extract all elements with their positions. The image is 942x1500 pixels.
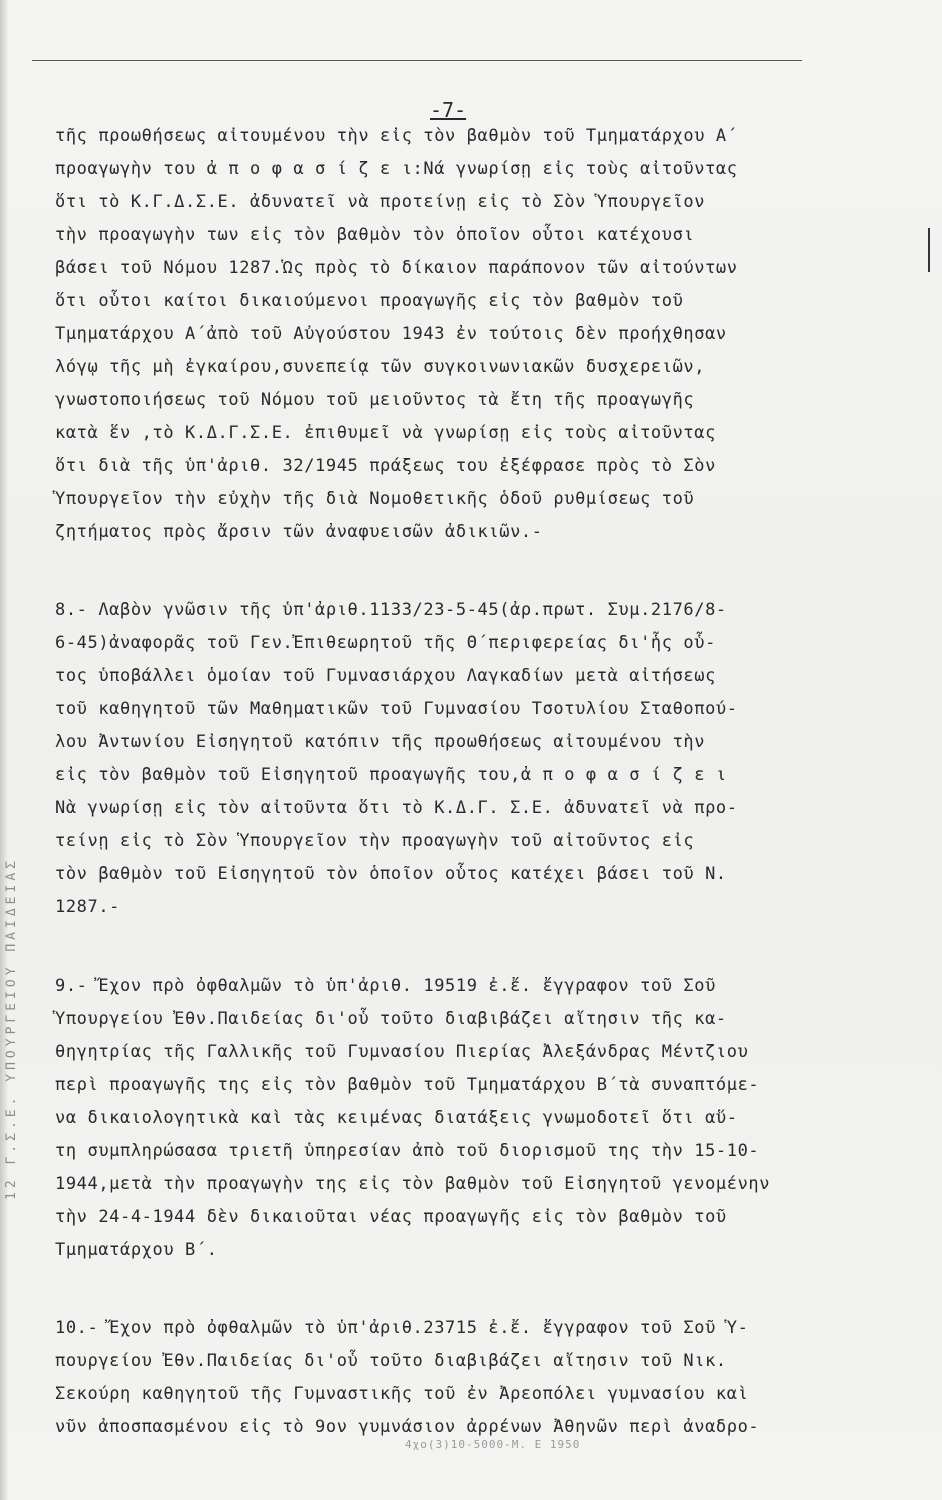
text-line: ζητήματος πρὸς ἄρσιν τῶν ἀναφυεισῶν ἀδικιῶν.- — [55, 522, 543, 542]
paragraph-7-continued — [55, 120, 915, 549]
paragraph-8 — [55, 594, 915, 924]
text-line: Τμηματάρχου Α΄ἀπὸ τοῦ Αὐγούστου 1943 ἐν τούτοις δὲν προήχθησαν — [55, 324, 727, 344]
text-line: Σεκούρη καθηγητοῦ τῆς Γυμναστικῆς τοῦ ἐν Ἀρεοπόλει γυμνασίου καὶ — [55, 1384, 749, 1404]
text-line: 9.- Ἔχον πρὸ ὀφθαλμῶν τὸ ὑπ'ἀριθ. 19519 ἐ.ἔ. ἔγγραφον τοῦ Σοῦ — [55, 976, 716, 996]
text-line: γνωστοποιήσεως τοῦ Νόμου τοῦ μειοῦντος τὰ ἔτη τῆς προαγωγῆς — [55, 390, 695, 410]
text-line: Ὑπουργείου Ἐθν.Παιδείας δι'οὗ τοῦτο διαβιβάζει αἴτησιν τῆς κα- — [55, 1009, 727, 1029]
text-line: Ὑπουργεῖον τὴν εὐχὴν τῆς διὰ Νομοθετικῆς ὁδοῦ ρυθμίσεως τοῦ — [55, 489, 695, 509]
text-line: Νὰ γνωρίσῃ εἰς τὸν αἰτοῦντα ὅτι τὸ Κ.Δ.Γ. Σ.Ε. ἀδυνατεῖ νὰ προ- — [55, 798, 738, 818]
text-line: τείνῃ εἰς τὸ Σὸν Ὑπουργεῖον τὴν προαγωγὴν τοῦ αἰτοῦντος εἰς — [55, 831, 695, 851]
page-number: -7- — [430, 98, 467, 122]
text-line: 1944,μετὰ τὴν προαγωγὴν της εἰς τὸν βαθμὸν τοῦ Εἰσηγητοῦ γενομένην — [55, 1174, 771, 1194]
text-line: νῦν ἀποσπασμένου εἰς τὸ 9ον γυμνάσιον ἀρρένων Ἀθηνῶν περὶ ἀναδρο- — [55, 1417, 760, 1437]
text-line: τη συμπληρώσασα τριετῆ ὑπηρεσίαν ἀπὸ τοῦ διορισμοῦ της τὴν 15-10- — [55, 1141, 760, 1161]
text-line: τὴν προαγωγὴν των εἰς τὸν βαθμὸν τὸν ὁποῖον οὗτοι κατέχουσι — [55, 225, 695, 245]
margin-mark — [928, 228, 930, 272]
text-line: πουργείου Ἐθν.Παιδείας δι'οὗ τοῦτο διαβιβάζει αἴτησιν τοῦ Νικ. — [55, 1351, 727, 1371]
text-line: βάσει τοῦ Νόμου 1287.Ὡς πρὸς τὸ δίκαιον παράπονον τῶν αἰτούντων — [55, 258, 738, 278]
text-line: 6-45)ἀναφορᾶς τοῦ Γεν.Ἐπιθεωρητοῦ τῆς Θ΄περιφερείας δι'ἧς οὗ- — [55, 633, 716, 653]
text-line: 1287.- — [55, 897, 121, 917]
text-line: ὅτι τὸ Κ.Γ.Δ.Σ.Ε. ἀδυνατεῖ νὰ προτείνῃ εἰς τὸ Σὸν Ὑπουργεῖον — [55, 192, 706, 212]
text-line: 8.- Λαβὸν γνῶσιν τῆς ὑπ'ἀριθ.1133/23-5-45(ἀρ.πρωτ. Συμ.2176/8- — [55, 600, 727, 620]
text-line: ὅτι διὰ τῆς ὑπ'ἀριθ. 32/1945 πράξεως του ἐξέφρασε πρὸς τὸ Σὸν — [55, 456, 716, 476]
text-line: τὴν 24-4-1944 δὲν δικαιοῦται νέας προαγωγῆς εἰς τὸν βαθμὸν τοῦ — [55, 1207, 727, 1227]
text-line: τῆς προωθήσεως αἰτουμένου τὴν εἰς τὸν βαθμὸν τοῦ Τμηματάρχου Α΄ — [55, 126, 738, 146]
text-line: τος ὑποβάλλει ὁμοίαν τοῦ Γυμνασιάρχου Λαγκαδίων μετὰ αἰτήσεως — [55, 666, 716, 686]
text-line: θηγητρίας τῆς Γαλλικῆς τοῦ Γυμνασίου Πιερίας Ἀλεξάνδρας Μέντζιου — [55, 1042, 749, 1062]
text-line: ὅτι οὗτοι καίτοι δικαιούμενοι προαγωγῆς εἰς τὸν βαθμὸν τοῦ — [55, 291, 684, 311]
margin-stamp: 12 Γ.Σ.Ε. ΥΠΟΥΡΓΕΙΟΥ ΠΑΙΔΕΙΑΣ — [4, 857, 19, 1200]
paragraph-10 — [55, 1312, 915, 1444]
text-line: να δικαιολογητικὰ καὶ τὰς κειμένας διατάξεις γνωμοδοτεῖ ὅτι αὕ- — [55, 1108, 738, 1128]
text-line: 10.- Ἔχον πρὸ ὀφθαλμῶν τὸ ὑπ'ἀριθ.23715 ἐ.ἔ. ἔγγραφον τοῦ Σοῦ Ὑ- — [55, 1318, 749, 1338]
text-line: λου Ἀντωνίου Εἰσηγητοῦ κατόπιν τῆς προωθήσεως αἰτουμένου τὴν — [55, 732, 706, 752]
text-line: εἰς τὸν βαθμὸν τοῦ Εἰσηγητοῦ προαγωγῆς του,ἀ π ο φ α σ ί ζ ε ι — [55, 765, 727, 785]
text-line: λόγῳ τῆς μὴ ἐγκαίρου,συνεπείᾳ τῶν συγκοινωνιακῶν δυσχερειῶν, — [55, 357, 706, 377]
text-line: προαγωγὴν του ἀ π ο φ α σ ί ζ ε ι:Νά γνωρίσῃ εἰς τοὺς αἰτοῦντας — [55, 159, 738, 179]
text-line: τοῦ καθηγητοῦ τῶν Μαθηματικῶν τοῦ Γυμνασίου Τσοτυλίου Σταθοπού- — [55, 699, 738, 719]
paragraph-9 — [55, 970, 915, 1267]
text-line: περὶ προαγωγῆς της εἰς τὸν βαθμὸν τοῦ Τμηματάρχου Β΄τὰ συναπτόμε- — [55, 1075, 760, 1095]
top-rule — [32, 60, 802, 61]
text-line: Τμηματάρχου Β΄. — [55, 1240, 218, 1260]
text-line: τὸν βαθμὸν τοῦ Εἰσηγητοῦ τὸν ὁποῖον οὗτος κατέχει βάσει τοῦ Ν. — [55, 864, 727, 884]
text-line: κατὰ ἕν ,τὸ Κ.Δ.Γ.Σ.Ε. ἐπιθυμεῖ νὰ γνωρίσῃ εἰς τοὺς αἰτοῦντας — [55, 423, 716, 443]
printer-imprint: 4χο(3)10-5000-Μ. Ε 1950 — [405, 1438, 581, 1451]
